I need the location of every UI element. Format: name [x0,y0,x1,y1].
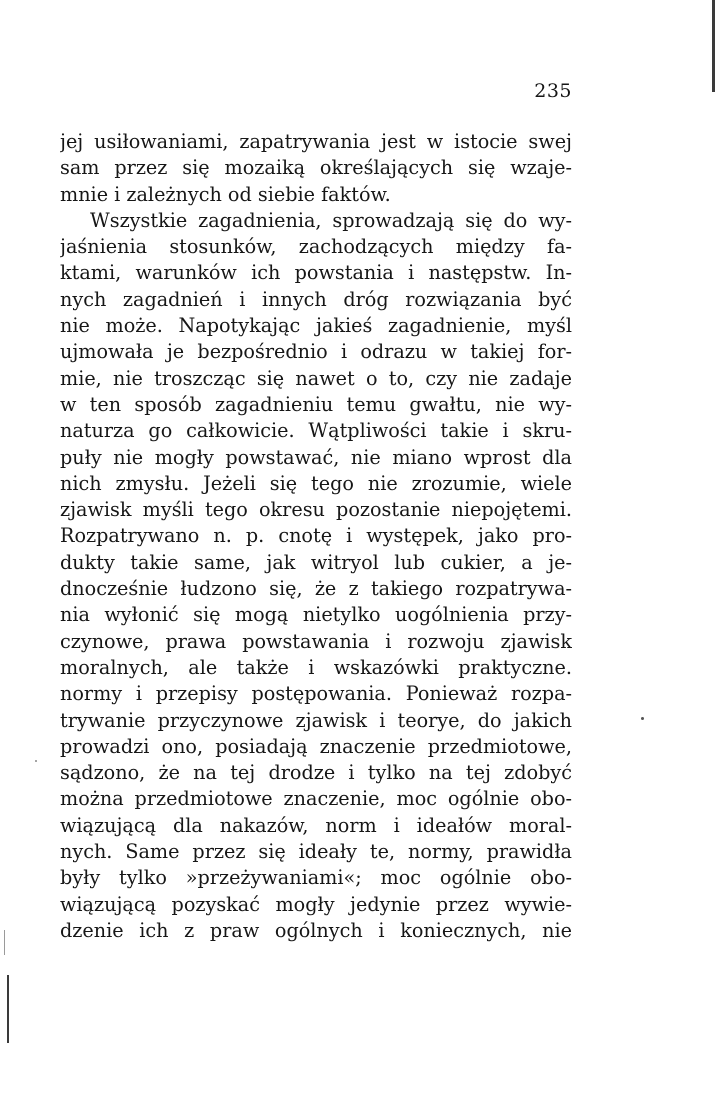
text-line: zjawisk myśli tego okresu pozostanie niepojętemi. [60,498,572,522]
page-number: 235 [534,80,572,102]
text-line: jej usiłowaniami, zapatrywania jest w istocie swej [60,130,572,153]
text-line: dnocześnie łudzono się, że z takiego rozpatrywa- [60,577,572,601]
text-line: sądzono, że na tej drodze i tylko na tej zdobyć [60,761,572,785]
text-line: ktami, warunków ich powstania i następstw. In- [60,261,572,285]
scan-speck [35,760,37,762]
text-line: były tylko »przeżywaniami«; moc ogólnie obo- [60,866,572,890]
scan-edge-mark [712,0,715,92]
text-line: normy i przepisy postępowania. Ponieważ rozpa- [60,682,572,706]
text-line: nie może. Napotykając jakieś zagadnienie, myśl [60,314,572,338]
text-line: naturza go całkowicie. Wątpliwości takie i skru- [60,419,572,443]
text-line: mie, nie troszcząc się nawet o to, czy nie zadaje [60,366,572,390]
text-line: jaśnienia stosunków, zachodzących między fa- [60,235,572,259]
scan-speck [641,717,644,720]
text-line: wiązującą pozyskać mogły jedynie przez wywie- [60,892,572,916]
text-line: nia wyłonić się mogą nietylko uogólnienia przy- [60,603,572,627]
text-line: ujmowała je bezpośrednio i odrazu w takiej for- [60,340,572,364]
text-line: prowadzi ono, posiadają znaczenie przedmiotowe, [60,734,572,758]
text-line: można przedmiotowe znaczenie, moc ogólnie obo- [60,787,572,811]
text-line: mnie i zależnych od siebie faktów. [60,182,391,206]
text-line: dukty takie same, jak witryol lub cukier, a je- [60,550,572,574]
text-line: Wszystkie zagadnienia, sprowadzają się do wy- [90,208,572,232]
text-line: w ten sposób zagadnieniu temu gwałtu, nie wy- [60,392,572,416]
text-line: sam przez się mozaiką określających się wzaje- [60,156,572,180]
text-line: nych zagadnień i innych dróg rozwiązania być [60,287,572,311]
text-line: Rozpatrywano n. p. cnotę i występek, jako pro- [60,524,572,548]
scan-edge-mark [7,975,9,1043]
text-line: dzenie ich z praw ogólnych i koniecznych, nie [60,918,572,942]
text-line: nich zmysłu. Jeżeli się tego nie zrozumie, wiele [60,471,572,495]
scan-edge-mark [4,930,5,955]
text-line: czynowe, prawa powstawania i rozwoju zjawisk [60,629,572,653]
text-line: nych. Same przez się ideały te, normy, prawidła [60,840,572,864]
text-line: trywanie przyczynowe zjawisk i teorye, do jakich [60,708,572,732]
body-text [60,129,572,944]
text-line: wiązującą dla nakazów, norm i ideałów moral- [60,813,572,837]
text-line: puły nie mogły powstawać, nie miano wprost dla [60,445,572,469]
text-line: moralnych, ale także i wskazówki praktyczne. [60,655,572,679]
